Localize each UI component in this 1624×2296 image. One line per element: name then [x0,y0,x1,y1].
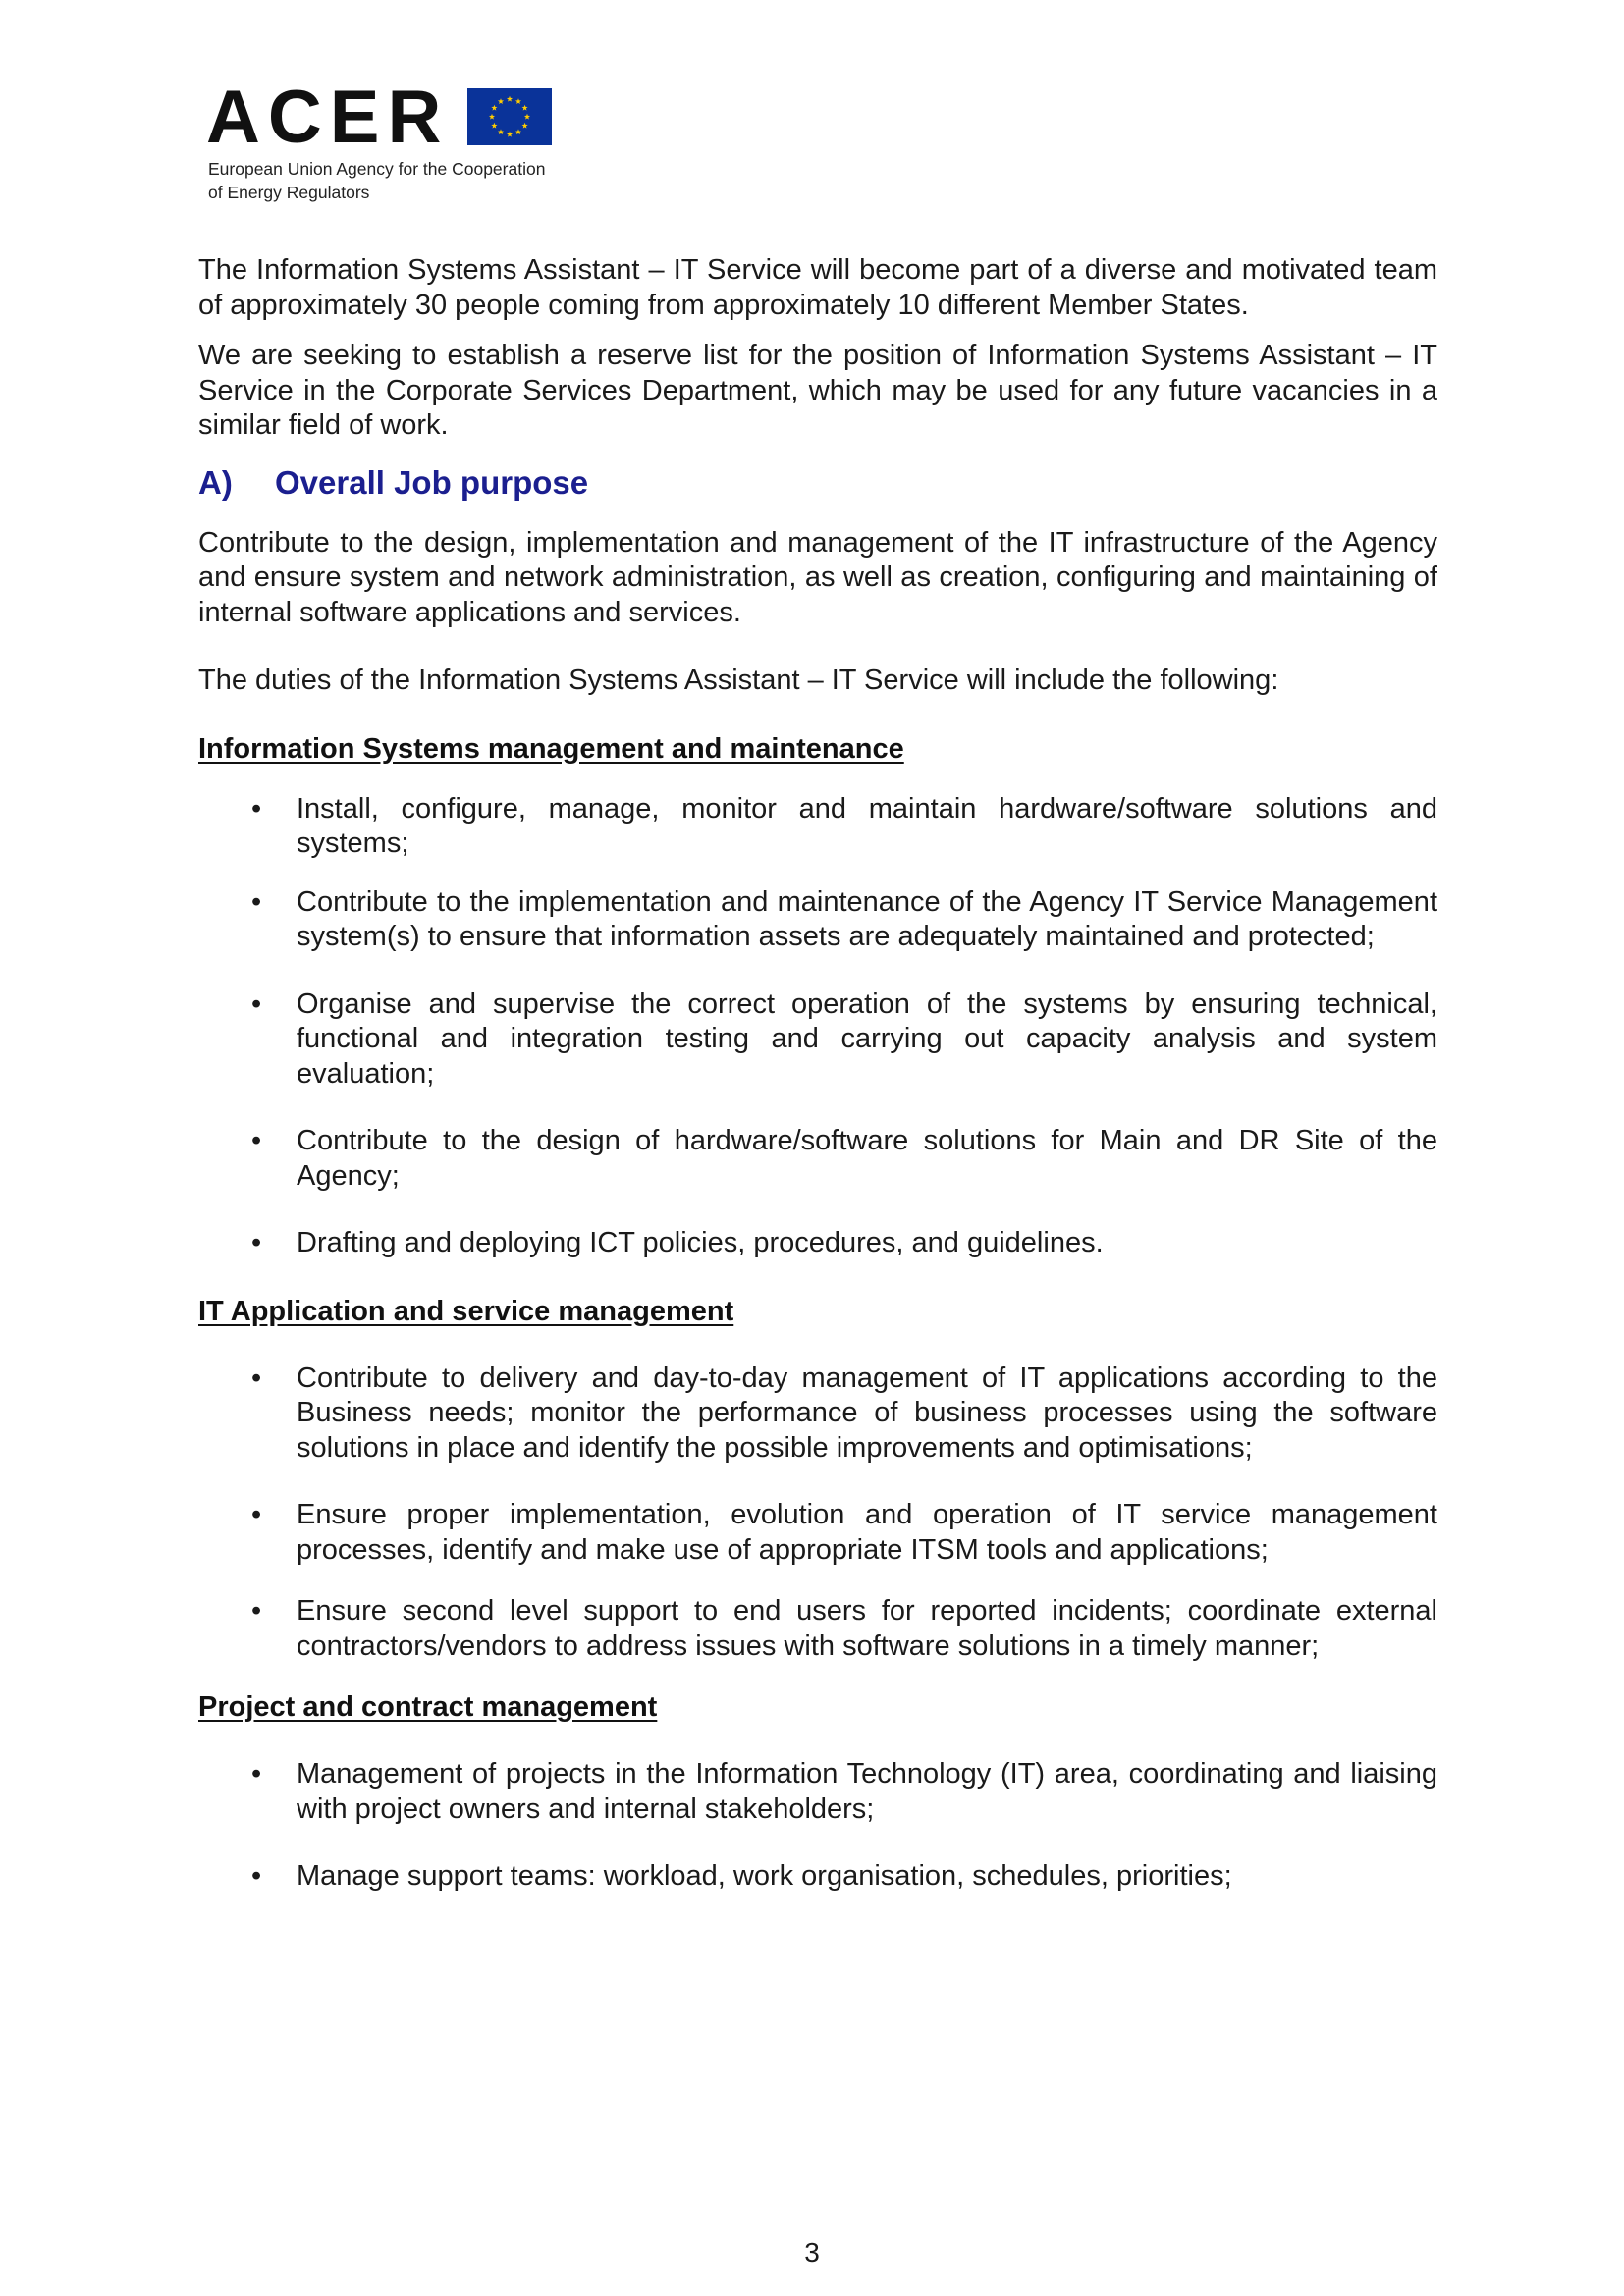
group-1-heading: Information Systems management and maintenance [198,732,904,765]
bullet-icon: • [251,1125,262,1156]
page-number: 3 [804,2237,820,2268]
bullet-icon: • [251,792,262,825]
group-3-list [198,1757,1437,1895]
logo-subtitle-line-2: of Energy Regulators [208,183,370,202]
section-a-title: Overall Job purpose [275,463,589,501]
eu-flag-icon [467,88,552,145]
list-item: • Ensure second level support to end users for reported incidents; coordinate external contractors/vendors to address issues with software solutions in a timely manner; [251,1595,1437,1662]
bullet-icon: • [251,1860,262,1892]
logo-subtitle [208,157,545,204]
logo-wordmark: ACER [206,76,450,159]
section-a-heading [198,461,1437,505]
group-3-heading: Project and contract management [198,1691,658,1723]
list-item: • Contribute to the implementation and maintenance of the Agency IT Service Management system(s) to ensure that information assets are adequately maintained and protected; [251,885,1437,952]
list-item: • Contribute to delivery and day-to-day management of IT applications according to the Business needs; monitor the performance of business processes using the software solutions in place and identify the possible improvements and optimisations; [251,1362,1437,1464]
bullet-icon: • [251,1227,262,1258]
job-purpose-paragraph: Contribute to the design, implementation and management of the IT infrastructure of the Agency and ensure system and network administration, as well as creation, configuring and maintaining of internal software applications and services. [198,526,1437,628]
intro-paragraph-1: The Information Systems Assistant – IT Service will become part of a diverse and motivated team of approximately 30 people coming from approximately 10 different Member States. [198,254,1437,321]
group-2-heading: IT Application and service management [198,1295,734,1327]
document-body [198,253,1437,1895]
group-2-list [198,1362,1437,1665]
bullet-icon: • [251,885,262,918]
list-item: • Drafting and deploying ICT policies, procedures, and guidelines. [198,1226,1437,1261]
list-item: • Management of projects in the Information Technology (IT) area, coordinating and liaising with project owners and internal stakeholders; [251,1758,1437,1825]
list-item: • Install, configure, manage, monitor and maintain hardware/software solutions and systems; [251,792,1437,859]
bullet-icon: • [251,1595,262,1627]
intro-paragraph-2: We are seeking to establish a reserve list for the position of Information Systems Assistant – IT Service in the Corporate Services Department, which may be used for any future vacancies in a similar field of work. [198,340,1437,441]
list-item: • Organise and supervise the correct operation of the systems by ensuring technical, functional and integration testing and carrying out capacity analysis and system evaluation; [251,988,1437,1090]
list-item: • Ensure proper implementation, evolution and operation of IT service management processes, identify and make use of appropriate ITSM tools and applications; [251,1499,1437,1566]
group-1-list [198,792,1437,1261]
duties-intro-paragraph: The duties of the Information Systems Assistant – IT Service will include the following: [198,665,1279,696]
list-item: • Manage support teams: workload, work organisation, schedules, priorities; [198,1859,1437,1895]
list-item: • Contribute to the design of hardware/software solutions for Main and DR Site of the Agency; [251,1125,1437,1192]
bullet-icon: • [251,1362,262,1394]
logo-subtitle-line-1: European Union Agency for the Cooperation [208,159,546,179]
bullet-icon: • [251,1758,262,1789]
bullet-icon: • [251,988,262,1020]
bullet-icon: • [251,1499,262,1530]
acer-logo [206,76,560,208]
section-a-number: A) [198,463,233,501]
